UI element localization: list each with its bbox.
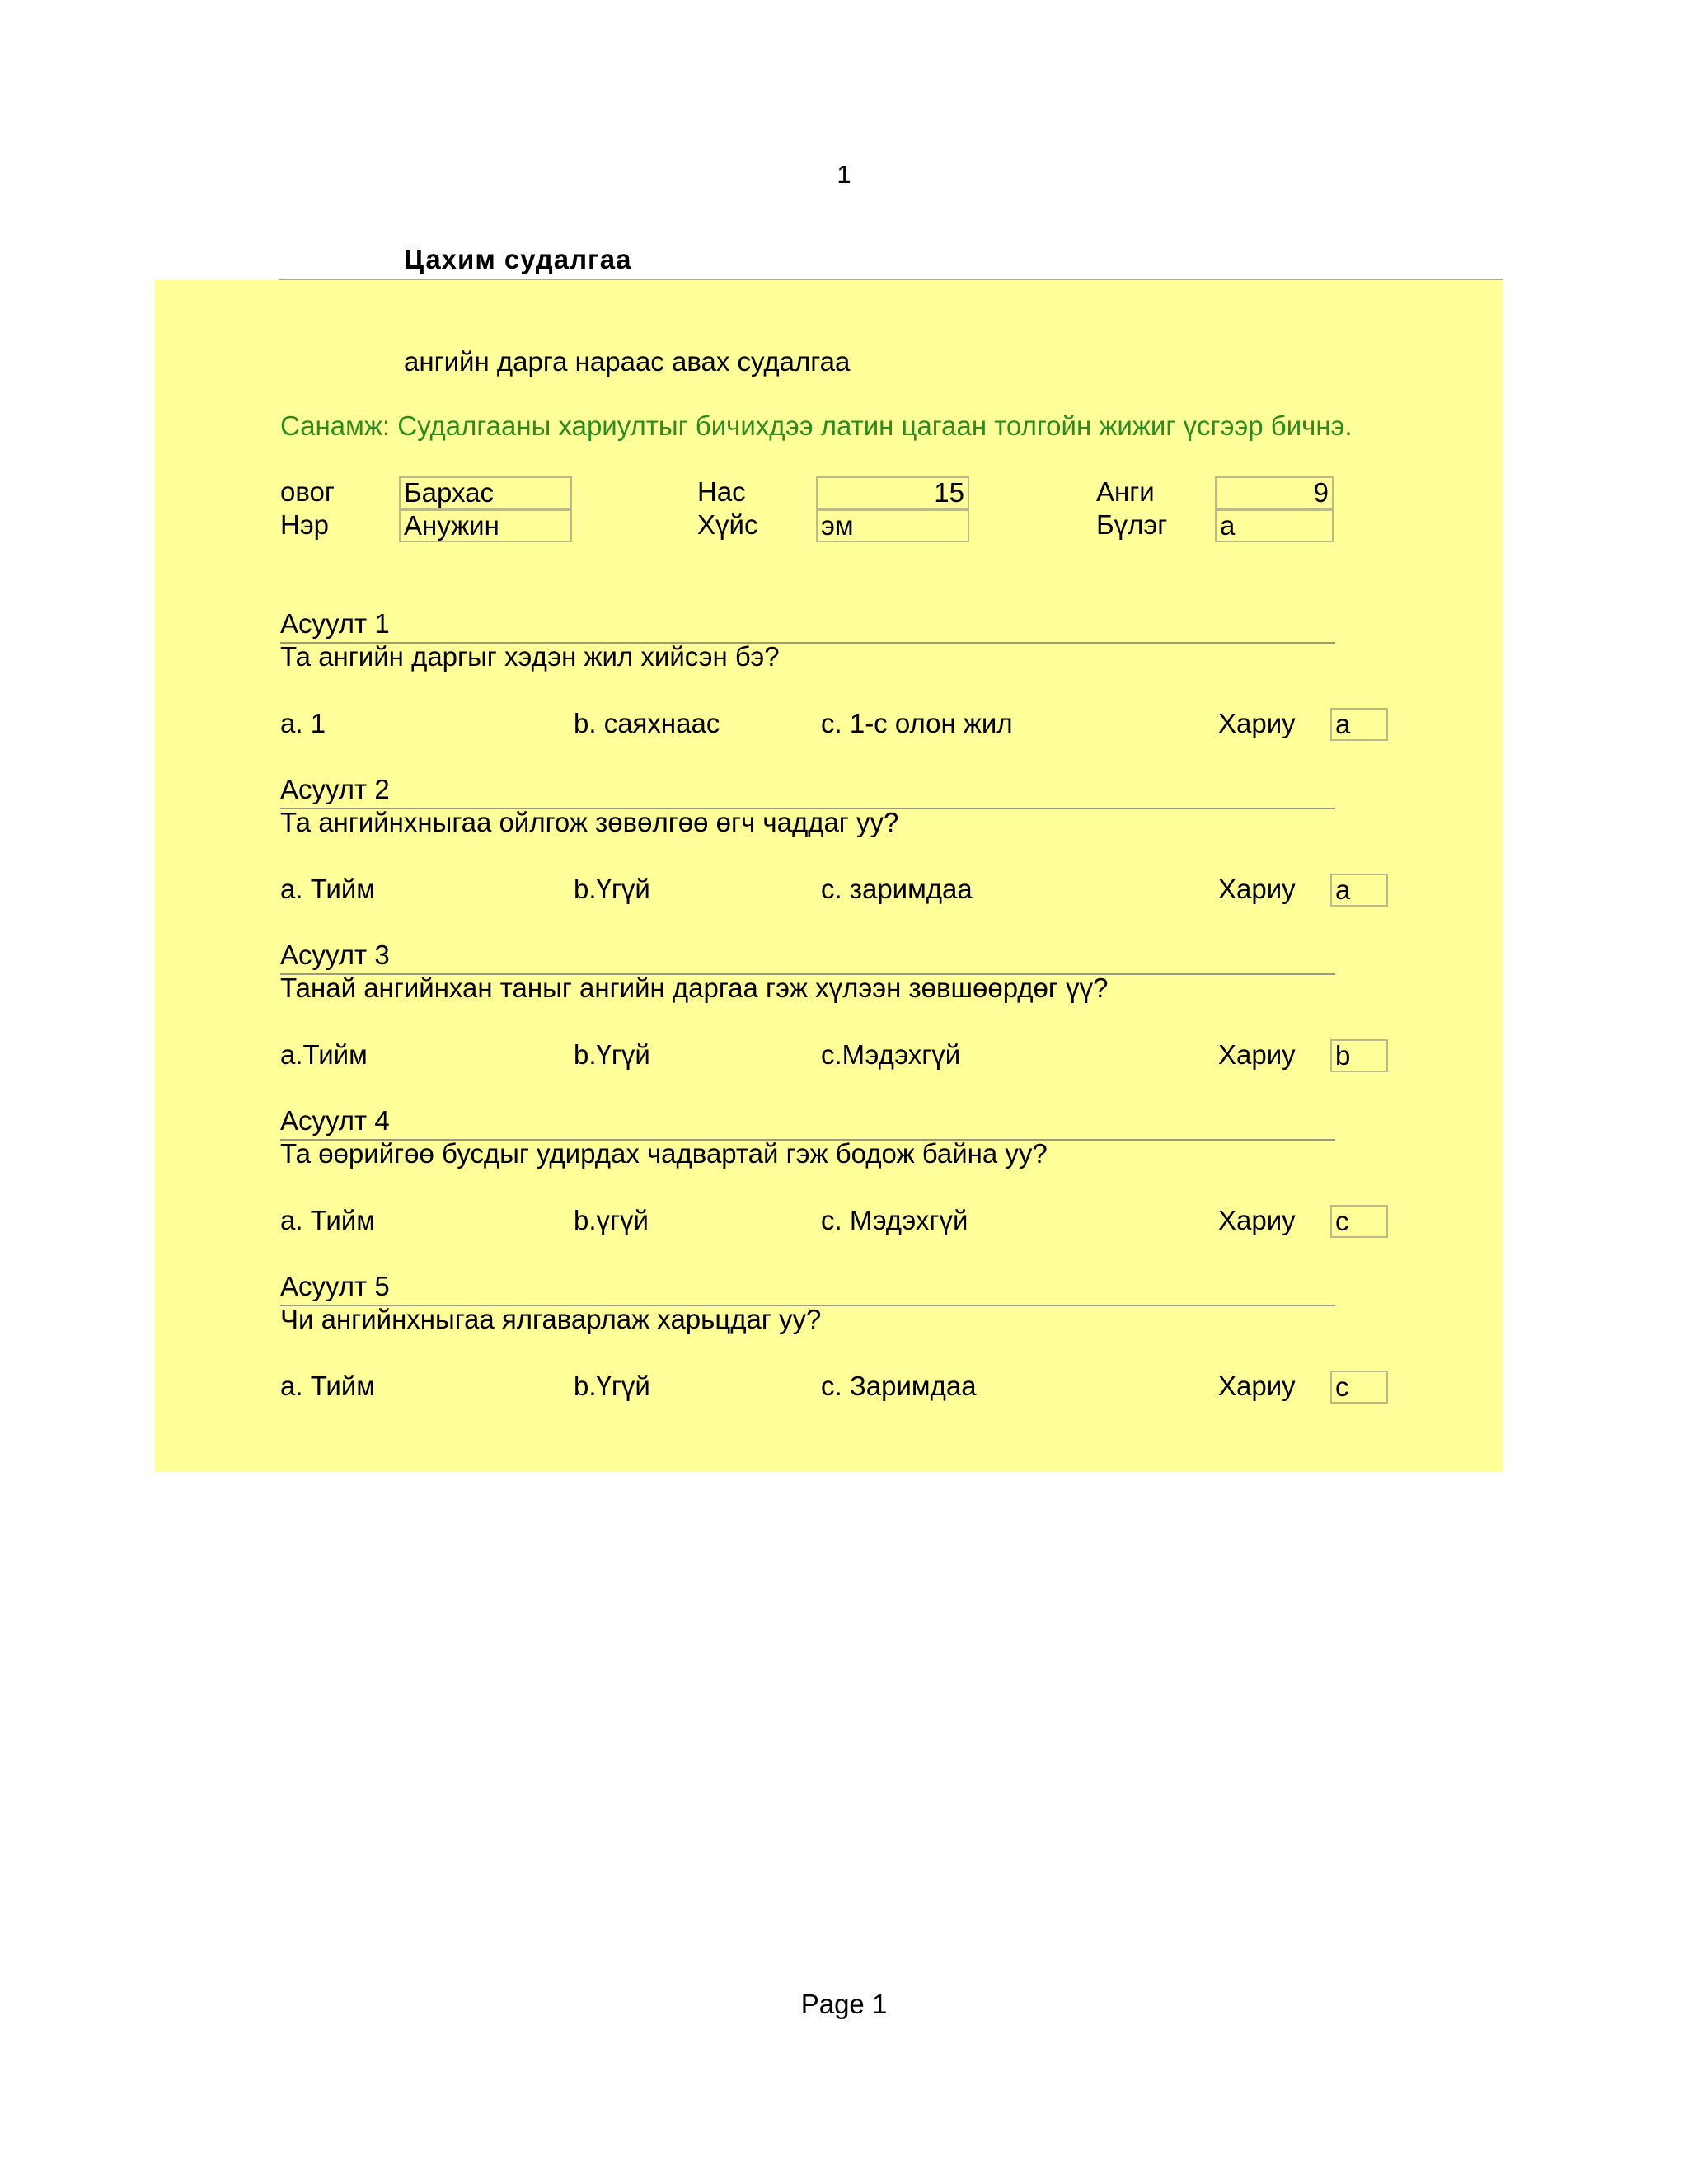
question-5-text: Чи ангийнхныгаа ялгаварлаж харьцдаг уу? bbox=[280, 1304, 822, 1334]
question-2-text: Та ангийнхныгаа ойлгож зөвөлгөө өгч чаддаг уу? bbox=[280, 807, 899, 837]
question-1-answer-label: Хариу bbox=[1218, 708, 1296, 738]
question-2-header: Асуулт 2 bbox=[280, 774, 390, 804]
question-3-header: Асуулт 3 bbox=[280, 940, 390, 970]
question-4-answer-field[interactable]: c bbox=[1330, 1205, 1388, 1238]
question-4-text: Та өөрийгөө бусдыг удирдах чадвартай гэж бодож байна уу? bbox=[280, 1138, 1048, 1169]
document-title: Цахим судалгаа bbox=[404, 244, 632, 274]
gender-label: Хүйс bbox=[697, 509, 758, 540]
question-2-answer-label: Хариу bbox=[1218, 874, 1296, 904]
question-2-option-c: c. заримдаа bbox=[821, 874, 973, 904]
group-field[interactable]: а bbox=[1215, 509, 1334, 542]
question-5-answer-label: Хариу bbox=[1218, 1371, 1296, 1401]
family-name-label: овог bbox=[280, 476, 335, 507]
age-field[interactable]: 15 bbox=[816, 476, 969, 509]
question-3-answer-field[interactable]: b bbox=[1330, 1039, 1388, 1072]
question-2-option-b: b.Үгүй bbox=[574, 874, 650, 904]
question-5-header: Асуулт 5 bbox=[280, 1271, 390, 1301]
question-3-option-b: b.Үгүй bbox=[574, 1039, 650, 1070]
age-label: Нас bbox=[697, 476, 746, 507]
family-name-field[interactable]: Бархас bbox=[399, 476, 572, 509]
question-1-text: Та ангийн даргыг хэдэн жил хийсэн бэ? bbox=[280, 641, 780, 672]
question-1-option-a: a. 1 bbox=[280, 708, 326, 738]
question-4-option-c: c. Мэдэхгүй bbox=[821, 1205, 968, 1235]
question-1-option-c: c. 1-с олон жил bbox=[821, 708, 1013, 738]
question-4-header: Асуулт 4 bbox=[280, 1105, 390, 1136]
question-5-option-a: a. Тийм bbox=[280, 1371, 375, 1401]
grade-label: Анги bbox=[1096, 476, 1155, 507]
question-5-answer-field[interactable]: c bbox=[1330, 1371, 1388, 1404]
question-1-header: Асуулт 1 bbox=[280, 608, 390, 639]
question-3-text: Танай ангийнхан таныг ангийн даргаа гэж хүлээн зөвшөөрдөг үү? bbox=[280, 972, 1109, 1003]
question-1-answer-field[interactable]: a bbox=[1330, 708, 1388, 741]
grade-field[interactable]: 9 bbox=[1215, 476, 1334, 509]
question-3-option-a: a.Тийм bbox=[280, 1039, 368, 1070]
question-3-answer-label: Хариу bbox=[1218, 1039, 1296, 1070]
survey-subtitle: ангийн дарга нараас авах судалгаа bbox=[404, 346, 851, 377]
question-2-option-a: a. Тийм bbox=[280, 874, 375, 904]
gender-field[interactable]: эм bbox=[816, 509, 969, 542]
instruction-note: Санамж: Судалгааны хариултыг бичихдээ латин цагаан толгойн жижиг үсгээр бичнэ. bbox=[280, 410, 1353, 441]
question-4-option-b: b.үгүй bbox=[574, 1205, 649, 1235]
question-5-option-b: b.Үгүй bbox=[574, 1371, 650, 1401]
question-3-option-c: c.Мэдэхгүй bbox=[821, 1039, 961, 1070]
question-2-answer-field[interactable]: a bbox=[1330, 874, 1388, 907]
question-1-option-b: b. саяхнаас bbox=[574, 708, 720, 738]
name-field[interactable]: Анужин bbox=[399, 509, 572, 542]
question-4-option-a: a. Тийм bbox=[280, 1205, 375, 1235]
page-footer: Page 1 bbox=[800, 1989, 888, 2019]
question-5-option-c: c. Заримдаа bbox=[821, 1371, 977, 1401]
group-label: Бүлэг bbox=[1096, 509, 1168, 540]
page-number: 1 bbox=[837, 160, 851, 189]
question-4-answer-label: Хариу bbox=[1218, 1205, 1296, 1235]
name-label: Нэр bbox=[280, 509, 330, 540]
